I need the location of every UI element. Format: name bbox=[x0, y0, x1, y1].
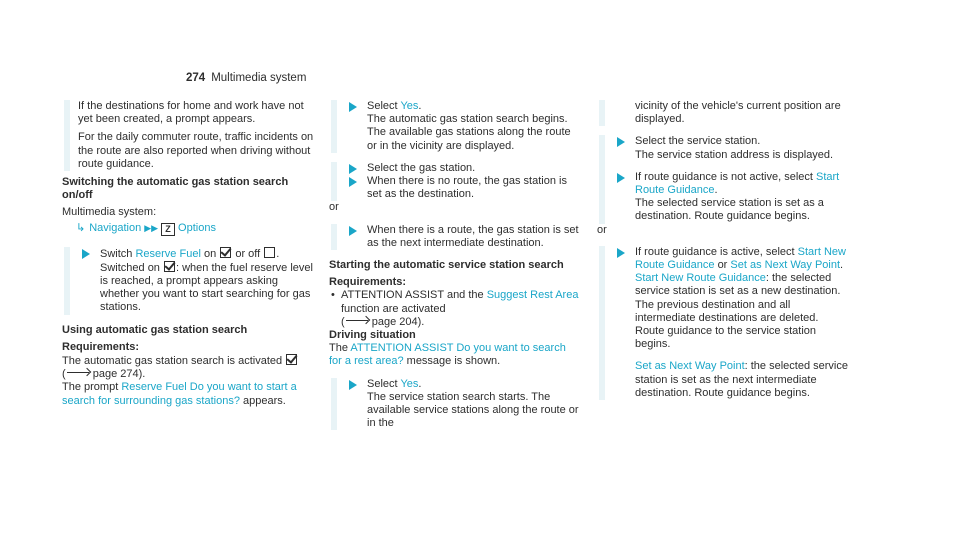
system-label: Multimedia system: bbox=[62, 206, 157, 219]
step-arrow-icon bbox=[349, 102, 357, 112]
heading-using: Using automatic gas station search bbox=[62, 323, 248, 336]
step-arrow-icon bbox=[349, 164, 357, 174]
heading-service: Starting the automatic service station search bbox=[329, 259, 564, 272]
switch-pre: Switch bbox=[100, 247, 133, 260]
select-yes-text: The automatic gas station search begins. The available gas stations along the route or in the vicinity are displayed. bbox=[367, 113, 571, 152]
page-ref-arrow-icon bbox=[346, 320, 368, 321]
step-arrow-icon bbox=[82, 249, 90, 259]
start-route-guidance-link[interactable]: Start Route Guidance bbox=[635, 170, 840, 197]
address-shown-text: The service station address is displayed. bbox=[635, 148, 834, 161]
select-station-text: Select the gas station. bbox=[367, 161, 476, 174]
nav-options-link[interactable]: Options bbox=[178, 221, 216, 234]
options-key-icon: Z bbox=[161, 223, 175, 236]
select-pre: Select bbox=[367, 100, 398, 112]
active-step: If route guidance is active, select Start New Route Guidance or Set as Next Way Point. Start New Route Guidance: the selected service station is set as a new destination. The previous destination and all intermediate destinations are deleted. Route guidance to the service station begins. Set as Next Way Point: the selected service station is set as the next intermediate destination. Route guidance begins. bbox=[613, 246, 849, 400]
start-new-route-guidance-link[interactable]: Start New Route Guidance bbox=[635, 245, 846, 272]
active-or: or bbox=[717, 259, 728, 272]
checkbox-checked-icon bbox=[220, 247, 231, 258]
or-separator: or bbox=[597, 223, 607, 236]
switched-on-rest: : when the fuel reserve level is reached, a prompt appears asking whether you want to start searching for gas stations. bbox=[100, 261, 313, 314]
prompt-link[interactable]: Reserve Fuel Do you want to start a search for surrounding gas stations? bbox=[62, 381, 297, 407]
start-new-route-guidance-option[interactable]: Start New Route Guidance bbox=[635, 272, 766, 285]
driving-pre: The bbox=[329, 342, 348, 355]
return-arrow-icon: ↳ bbox=[76, 221, 86, 234]
active-block bbox=[599, 246, 849, 400]
with-route-step bbox=[345, 224, 581, 250]
select-service-step bbox=[613, 135, 849, 161]
suggest-rest-area-link[interactable]: Suggest Rest Area bbox=[486, 289, 579, 302]
heading-switching: Switching the automatic gas station search on/off bbox=[62, 176, 289, 202]
nav-path bbox=[62, 222, 314, 236]
with-route-block bbox=[331, 224, 581, 250]
set-as-next-way-point-option[interactable]: Set as Next Way Point bbox=[635, 360, 745, 373]
not-active-post: The selected service station is set as a destination. Route guidance begins. bbox=[635, 197, 824, 223]
step-arrow-icon bbox=[617, 173, 625, 183]
req-text: The automatic gas station search is activated bbox=[62, 355, 283, 368]
step-arrow-icon bbox=[617, 137, 625, 147]
step-arrow-icon bbox=[349, 380, 357, 390]
select2-text: The service station search starts. The available service stations along the route or in the bbox=[367, 390, 579, 430]
step-arrow-icon bbox=[617, 248, 625, 258]
switch-step: Switch Reserve Fuel on or off . Switched on : when the fuel reserve level is reached, a prompt appears asking whether you want to start searching for gas stations. bbox=[78, 247, 314, 315]
driving-situation-label: Driving situation bbox=[329, 329, 416, 342]
select2-block bbox=[331, 378, 581, 431]
no-route-text: When there is no route, the gas station is set as the destination. bbox=[367, 175, 567, 201]
switch-step-block bbox=[64, 247, 314, 315]
sub-text-2: : the selected service station is set as the next intermediate destination. Route guidance begins. bbox=[635, 360, 848, 399]
attention-assist-link[interactable]: ATTENTION ASSIST Do you want to search for a rest area? bbox=[329, 342, 566, 368]
intro-text-2: For the daily commuter route, traffic incidents on the route are also reported when driving without route guidance. bbox=[78, 131, 314, 170]
set-as-next-way-point-link[interactable]: Set as Next Way Point bbox=[730, 259, 841, 272]
requirements-label: Requirements: bbox=[329, 276, 407, 289]
prompt-pre: The prompt bbox=[62, 381, 119, 394]
requirement-item: • ATTENTION ASSIST and the Suggest Rest Area function are activated ( page 204). bbox=[329, 289, 581, 329]
reserve-fuel-link[interactable]: Reserve Fuel bbox=[135, 247, 201, 260]
req-page: page 204). bbox=[371, 315, 425, 328]
switch-or-off: or off bbox=[235, 247, 261, 260]
requirements-label: Requirements: bbox=[62, 340, 140, 353]
page-number: 274 bbox=[186, 72, 206, 84]
switched-on-text: Switched on bbox=[100, 261, 160, 274]
with-route-text: When there is a route, the gas station is set as the next intermediate destination. bbox=[367, 223, 579, 249]
requirements-text: The automatic gas station search is activated ( page 274). bbox=[62, 354, 314, 381]
page-header bbox=[186, 72, 306, 85]
or-separator: or bbox=[329, 201, 339, 214]
page-header-title: Multimedia system bbox=[211, 72, 307, 84]
no-route-step bbox=[345, 175, 581, 201]
sub-text-1: : the selected service station is set as a new destination. The previous destination and all intermediate destinations are deleted. Route guidance to the service station begins. bbox=[635, 272, 841, 351]
column-1 bbox=[62, 100, 314, 408]
select2-pre: Select bbox=[367, 377, 398, 390]
active-pre: If route guidance is active, select bbox=[635, 245, 795, 258]
select-service-block bbox=[599, 135, 849, 223]
select-station-step bbox=[345, 162, 581, 175]
checkbox-checked-icon bbox=[164, 261, 175, 272]
not-active-step: If route guidance is not active, select Start Route Guidance. The selected service station is set as a destination. Route guidance begins. bbox=[613, 171, 849, 224]
yes-link-2[interactable]: Yes bbox=[400, 377, 419, 390]
req-pre: ATTENTION ASSIST and the bbox=[341, 289, 484, 302]
page-ref-arrow-icon bbox=[67, 372, 89, 373]
step-arrow-icon bbox=[349, 177, 357, 187]
continuation-text: vicinity of the vehicle's current position are displayed. bbox=[635, 100, 841, 126]
select2-step: Select Yes. The service station search starts. The available service stations along the route or in the bbox=[345, 378, 581, 431]
prompt-text bbox=[62, 381, 314, 407]
switch-on: on bbox=[203, 247, 217, 260]
select-yes-block bbox=[331, 100, 581, 153]
intro-note bbox=[64, 100, 314, 171]
driving-post: message is shown. bbox=[406, 355, 501, 368]
step-arrow-icon bbox=[349, 226, 357, 236]
select-yes-step: Select Yes. The automatic gas station search begins. The available gas stations along the route or in the vicinity are displayed. bbox=[345, 100, 581, 153]
continuation-block bbox=[599, 100, 849, 126]
nav-navigation-link[interactable]: Navigation bbox=[89, 221, 142, 234]
prompt-post: appears. bbox=[243, 394, 286, 407]
chevron-right-icon: ▶▶ bbox=[144, 222, 159, 233]
column-3 bbox=[597, 100, 849, 400]
column-2 bbox=[329, 100, 581, 430]
checkbox-empty-icon bbox=[264, 247, 275, 258]
intro-text-1: If the destinations for home and work have not yet been created, a prompt appears. bbox=[78, 100, 304, 126]
yes-link[interactable]: Yes bbox=[400, 100, 419, 112]
select-station-block bbox=[331, 162, 581, 202]
driving-situation-text bbox=[329, 342, 581, 368]
not-active-pre: If route guidance is not active, select bbox=[635, 170, 813, 183]
req-page: page 274). bbox=[92, 368, 146, 381]
select-service-text: Select the service station. bbox=[635, 135, 761, 148]
checkbox-checked-icon bbox=[286, 354, 297, 365]
req-post: function are activated bbox=[341, 302, 446, 315]
